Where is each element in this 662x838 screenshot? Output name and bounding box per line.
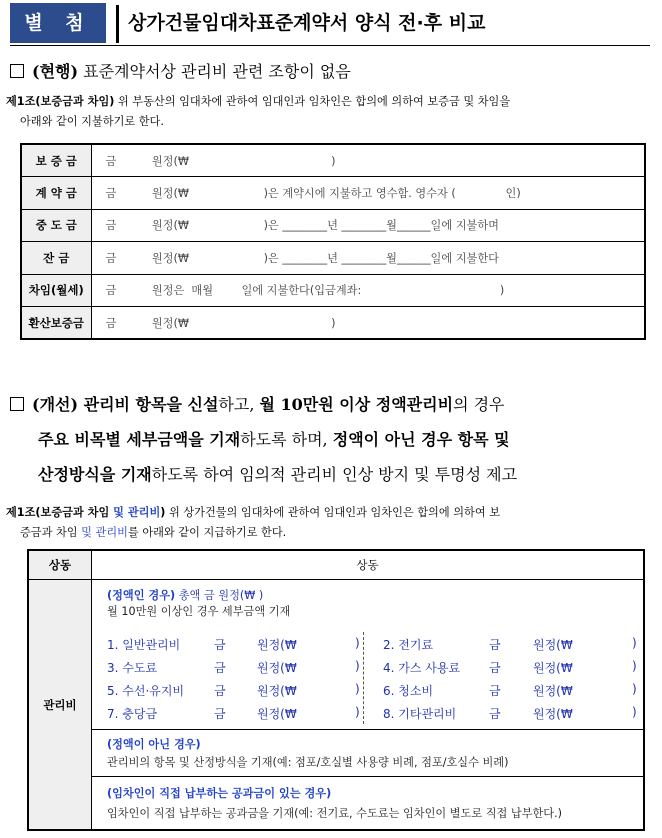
nonfixed-fee-title: (정액이 아닌 경우)	[107, 738, 201, 751]
nonfixed-fee-text: 관리비의 항목 및 산정방식을 기재(예: 점포/호실별 사용량 비례, 점포/호실수 비례)	[107, 756, 509, 769]
item-close: )	[355, 705, 360, 719]
table-row	[21, 242, 645, 275]
article-current	[6, 92, 648, 132]
improved-text: 하도록 하여 임의적 관리비 인상 방지 및 투명성 제고	[151, 465, 518, 484]
row-value: 금 원정(₩ )	[91, 307, 645, 340]
management-fee-body	[92, 580, 643, 829]
item-gold: 금	[214, 661, 226, 675]
row-label: 차임(월세)	[21, 274, 91, 307]
item-close: )	[355, 659, 360, 673]
fee-item-row	[107, 680, 637, 702]
item-name: 6. 청소비	[383, 684, 434, 698]
item-gold: 금	[214, 707, 226, 721]
attachment-badge: 별 첨	[10, 3, 106, 43]
improved-text-bold: 정액이 아닌 경우 항목 및	[332, 430, 510, 449]
checkbox-icon	[10, 64, 24, 78]
article-current-head: 제1조(보증금과 차임)	[6, 95, 115, 108]
item-won: 원정(₩	[257, 661, 297, 675]
fixed-fee-total: 총액 금 원정(₩ )	[175, 589, 264, 602]
section-improved	[10, 387, 650, 492]
article-improved-head-end: )	[160, 506, 166, 519]
article-improved-head-highlight: 및 관리비	[113, 506, 161, 519]
improved-text-bold: 산정방식을 기재	[38, 465, 152, 484]
item-gold: 금	[214, 638, 226, 652]
item-close: )	[355, 636, 360, 650]
item-won: 원정(₩	[257, 684, 297, 698]
fixed-fee-title-line	[107, 587, 263, 603]
fee-item-row	[107, 657, 637, 679]
management-fee-table	[27, 549, 645, 831]
section-current-text: 표준계약서상 관리비 관련 조항이 없음	[78, 62, 351, 81]
item-won: 원정(₩	[257, 638, 297, 652]
fixed-fee-title: (정액인 경우)	[107, 589, 176, 602]
improved-text-bold: 주요 비목별 세부금액을 기재	[38, 430, 241, 449]
checkbox-icon	[10, 397, 24, 411]
item-gold: 금	[489, 684, 501, 698]
page-title: 상가건물임대차표준계약서 양식 전·후 비교	[128, 12, 486, 34]
deposit-table	[20, 143, 646, 340]
row-value: 금 원정(₩ )	[91, 144, 645, 177]
article-improved-line2-end: 를 아래와 같이 지급하기로 한다.	[127, 526, 287, 539]
nonfixed-fee-block	[92, 730, 643, 777]
item-name: 7. 충당금	[107, 707, 158, 721]
direct-payment-block	[92, 777, 643, 832]
table-row	[21, 144, 645, 177]
item-won: 원정(₩	[533, 684, 573, 698]
row-value: 금 원정은 매월 일에 지불한다(입금계좌: )	[91, 274, 645, 307]
item-close: )	[355, 682, 360, 696]
item-won: 원정(₩	[533, 707, 573, 721]
fee-item-row	[107, 634, 637, 656]
item-close: )	[632, 659, 637, 673]
item-name: 2. 전기료	[383, 638, 434, 652]
direct-payment-title: (임차인이 직접 납부하는 공과금이 있는 경우)	[107, 787, 332, 800]
fixed-fee-block	[92, 580, 643, 730]
table-header-cell: 상동	[29, 551, 92, 579]
section-improved-line3	[10, 457, 650, 492]
row-value: 금 원정(₩ )은 계약시에 지불하고 영수함. 영수자 ( 인)	[91, 177, 645, 210]
table-header-row	[29, 551, 643, 580]
row-label: 잔 금	[21, 242, 91, 275]
row-label: 환산보증금	[21, 307, 91, 340]
article-improved-line2: 증금과 차임	[20, 526, 82, 539]
improved-text: 의 경우	[453, 395, 505, 414]
improved-text-bold: 월 10만원 이상 정액관리비	[259, 395, 454, 414]
article-improved	[6, 503, 648, 543]
management-fee-label: 관리비	[29, 580, 92, 829]
table-row	[21, 307, 645, 340]
article-improved-head: 제1조(보증금과 차임	[6, 506, 114, 519]
section-current-label: (현행)	[32, 62, 79, 81]
header	[10, 3, 650, 43]
section-improved-line1	[10, 387, 650, 422]
item-name: 4. 가스 사용료	[383, 661, 461, 675]
section-improved-line2	[10, 422, 650, 457]
item-won: 원정(₩	[257, 707, 297, 721]
improved-text: 하도록 하며,	[240, 430, 333, 449]
fee-item-row	[107, 703, 637, 725]
row-label: 보 증 금	[21, 144, 91, 177]
table-row	[21, 274, 645, 307]
header-divider	[10, 45, 650, 46]
item-gold: 금	[489, 661, 501, 675]
row-value: 금 원정(₩ )은 ________년 ________월______일에 지불한다	[91, 242, 645, 275]
article-current-line1: 위 부동산의 임대차에 관하여 임대인과 임차인은 합의에 의하여 보증금 및 차임을	[114, 95, 511, 108]
direct-payment-text: 임차인이 직접 납부하는 공과금을 기재(예: 전기료, 수도료는 임차인이 별도로 직접 납부한다.)	[107, 807, 563, 820]
article-improved-line1: 위 상가건물의 임대차에 관하여 임대인과 임차인은 합의에 의하여 보	[165, 506, 501, 519]
item-close: )	[632, 705, 637, 719]
item-close: )	[632, 682, 637, 696]
item-name: 8. 기타관리비	[383, 707, 457, 721]
row-label: 중 도 금	[21, 209, 91, 242]
item-close: )	[632, 636, 637, 650]
item-won: 원정(₩	[533, 661, 573, 675]
item-gold: 금	[489, 707, 501, 721]
article-current-line2: 아래와 같이 지불하기로 한다.	[20, 115, 164, 128]
item-name: 3. 수도료	[107, 661, 158, 675]
article-improved-line2-highlight: 및 관리비	[81, 526, 128, 539]
table-row	[21, 177, 645, 210]
item-name: 1. 일반관리비	[107, 638, 181, 652]
header-separator	[116, 5, 119, 43]
row-label: 계 약 금	[21, 177, 91, 210]
fixed-fee-note: 월 10만원 이상인 경우 세부금액 기재	[107, 605, 291, 618]
item-gold: 금	[214, 684, 226, 698]
row-value: 금 원정(₩ )은 ________년 ________월______일에 지불하며	[91, 209, 645, 242]
item-gold: 금	[489, 638, 501, 652]
table-row	[21, 209, 645, 242]
table-header-cell: 상동	[356, 558, 379, 572]
section-current	[10, 59, 351, 82]
item-name: 5. 수선·유지비	[107, 684, 185, 698]
improved-text: 하고,	[218, 395, 260, 414]
improved-text-bold: (개선) 관리비 항목을 신설	[32, 395, 219, 414]
item-won: 원정(₩	[533, 638, 573, 652]
